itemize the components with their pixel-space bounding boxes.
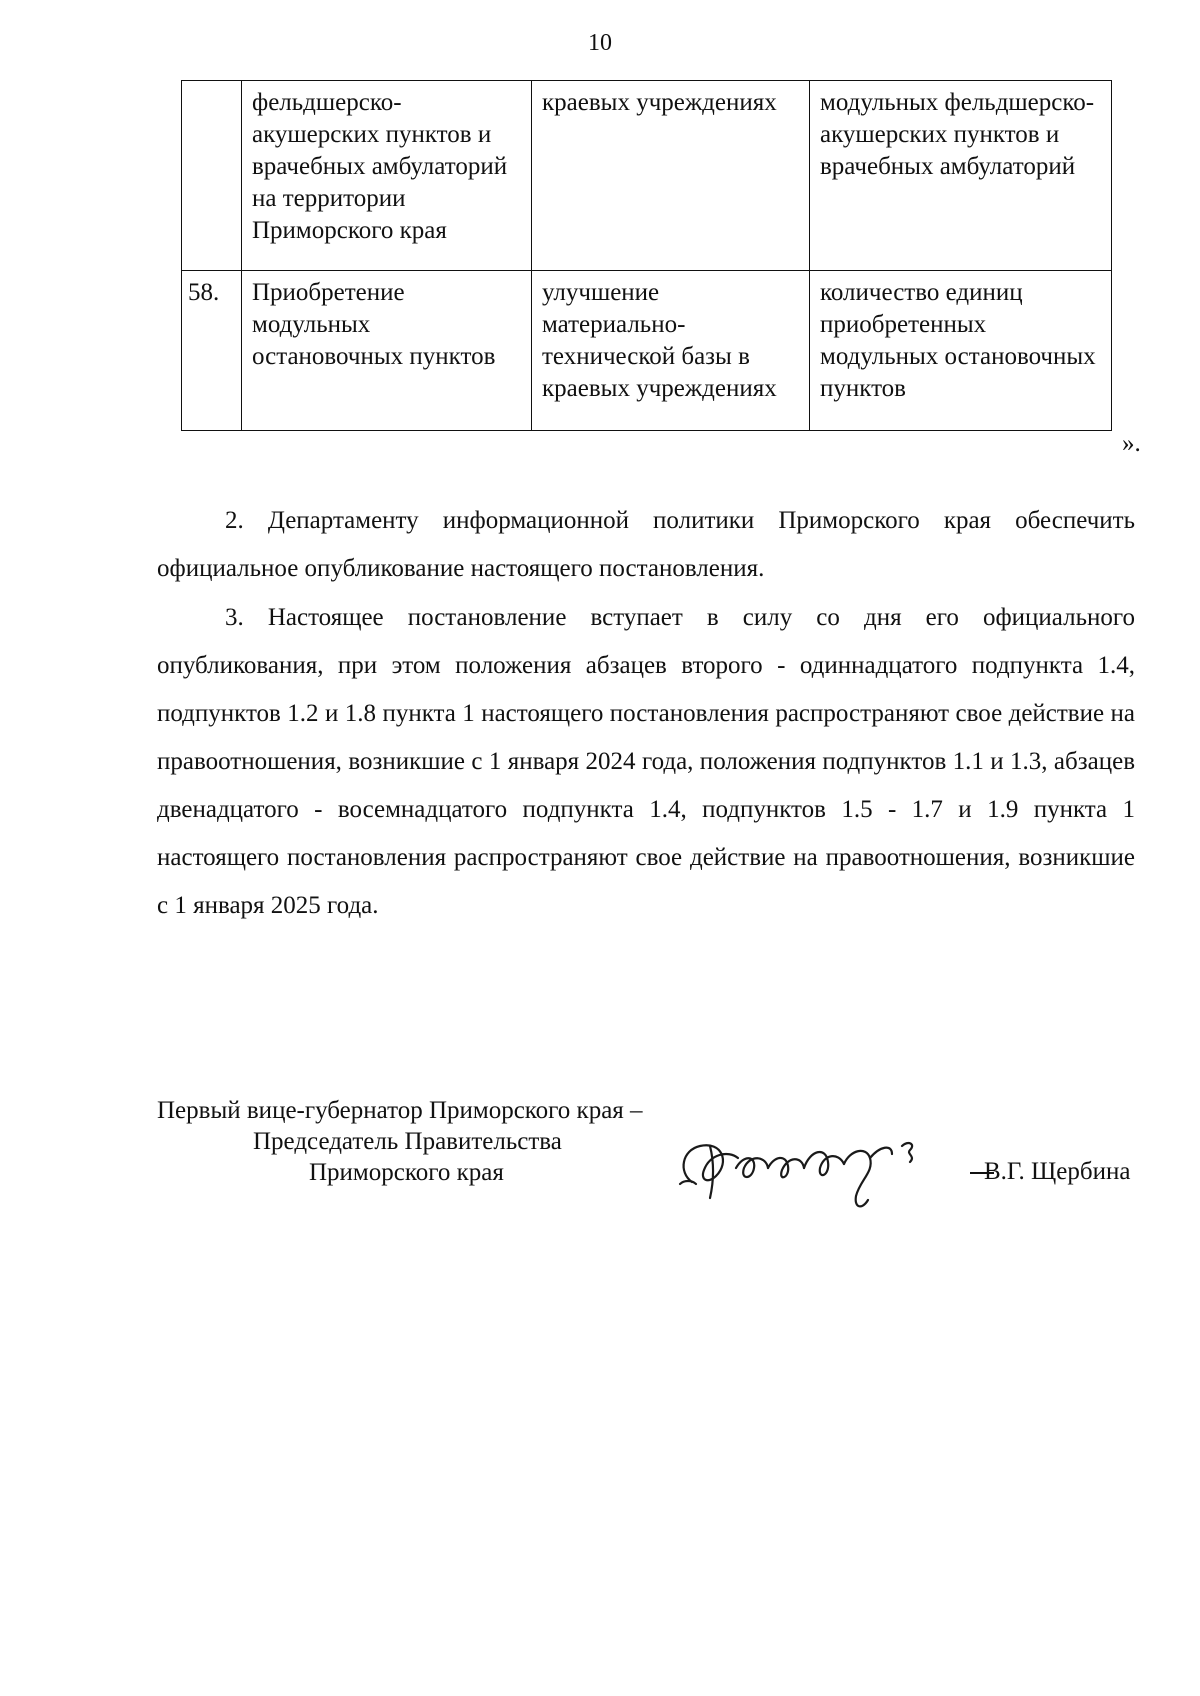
paragraph-3: 3. Настоящее постановление вступает в силу со дня его официального опубликования, при этом положения абзацев второго - одиннадцатого подпункта 1.4, подпунктов 1.2 и 1.8 пункта 1 настоящего постановления распространяют свое действие на правоотношения, возникшие с 1 января 2024 года, положения подпунктов 1.1 и 1.3, абзацев двенадцатого - восемнадцатого подпункта 1.4, подпунктов 1.5 - 1.7 и 1.9 пункта 1 настоящего постановления распространяют свое действие на правоотношения, возникшие с 1 января 2025 года. bbox=[157, 604, 1135, 919]
closing-quote: ». bbox=[1122, 430, 1141, 457]
indicator-cell: количество единиц приобретенных модульных остановочных пунктов bbox=[810, 271, 1112, 431]
signature-title-line-2: Председатель Правительства bbox=[253, 1128, 562, 1155]
indicator-cell: модульных фельдшерско-акушерских пунктов и врачебных амбулаторий bbox=[810, 81, 1112, 271]
expected-result-cell: улучшение материально-технической базы в краевых учреждениях bbox=[532, 271, 810, 431]
expected-result-cell: краевых учреждениях bbox=[532, 81, 810, 271]
signature-title-line-3: Приморского края bbox=[309, 1159, 504, 1186]
signer-name-text: В.Г. Щербина bbox=[984, 1158, 1131, 1185]
measures-table bbox=[181, 80, 1112, 431]
page-number: 10 bbox=[588, 30, 612, 56]
handwritten-signature bbox=[670, 1110, 970, 1220]
row-number-cell bbox=[182, 81, 242, 271]
table-row bbox=[182, 271, 1112, 431]
signature-title-line-1: Первый вице-губернатор Приморского края – bbox=[157, 1097, 643, 1124]
row-number-cell: 58. bbox=[182, 271, 242, 431]
measure-name-cell: фельдшерско-акушерских пунктов и врачебных амбулаторий на территории Приморского края bbox=[242, 81, 532, 271]
signer-name bbox=[970, 1158, 1130, 1186]
signature-title-block bbox=[157, 1095, 643, 1188]
table-row bbox=[182, 81, 1112, 271]
paragraph-2: 2. Департаменту информационной политики Приморского края обеспечить официальное опубликование настоящего постановления. bbox=[157, 507, 1135, 582]
measure-name-cell: Приобретение модульных остановочных пунктов bbox=[242, 271, 532, 431]
